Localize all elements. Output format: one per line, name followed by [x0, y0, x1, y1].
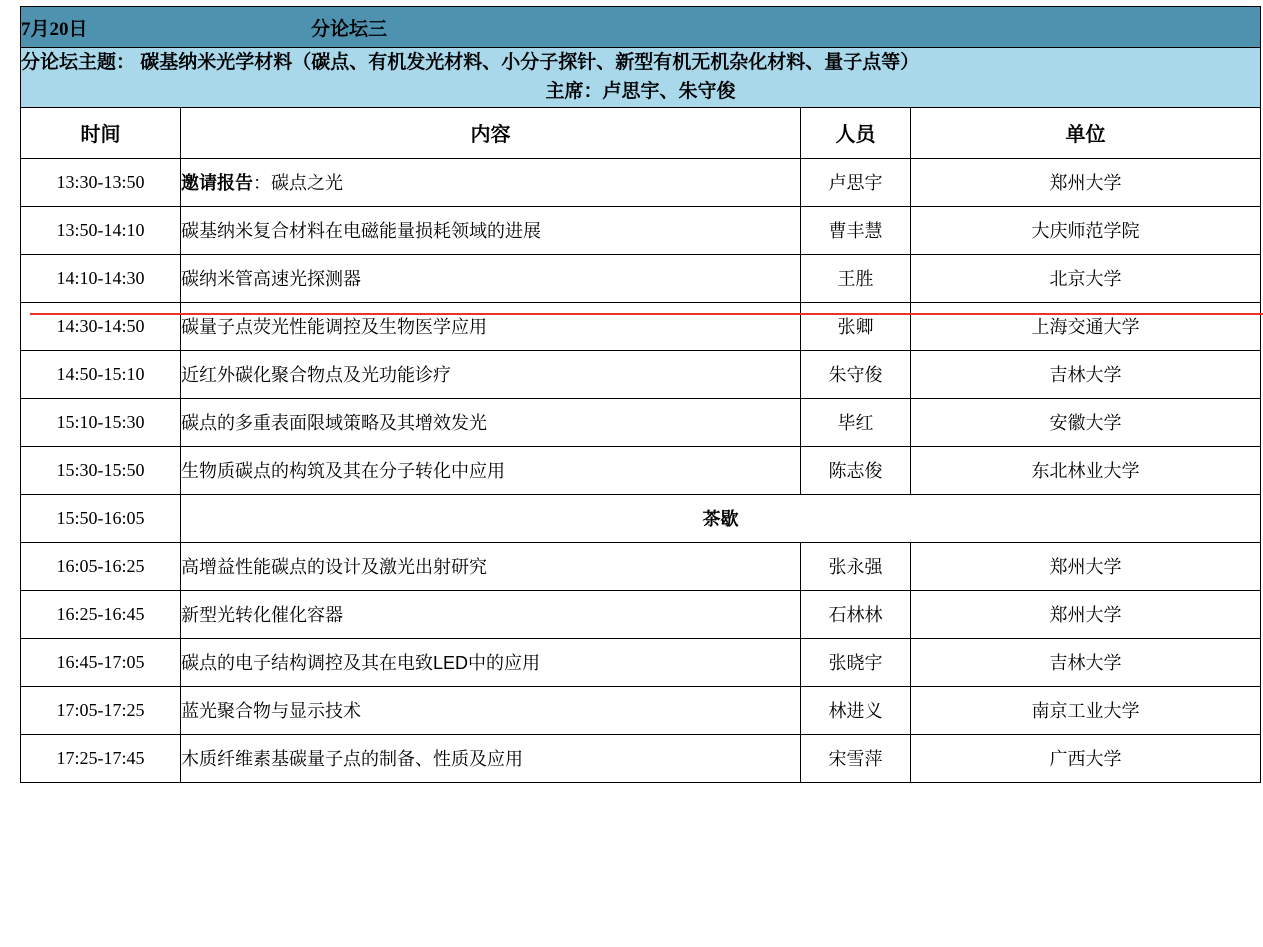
row-time: 14:30-14:50 [21, 302, 181, 350]
column-header-time: 时间 [21, 107, 181, 158]
table-row [21, 734, 1261, 782]
column-header-person: 人员 [801, 107, 911, 158]
row-person: 张卿 [801, 302, 911, 350]
theme-cell [21, 48, 1261, 108]
row-person: 宋雪萍 [801, 734, 911, 782]
row-org: 安徽大学 [911, 398, 1261, 446]
red-underline-marker [30, 313, 1263, 315]
date-header-row [21, 7, 1261, 48]
row-org: 吉林大学 [911, 638, 1261, 686]
row-time: 17:05-17:25 [21, 686, 181, 734]
break-time: 15:50-16:05 [21, 494, 181, 542]
chair-line: 主席：卢思宇、朱守俊 [545, 81, 736, 103]
column-header-org: 单位 [911, 107, 1261, 158]
row-topic: 碳量子点荧光性能调控及生物医学应用 [181, 302, 801, 350]
row-org: 东北林业大学 [911, 446, 1261, 494]
theme-label: 分论坛主题： [21, 52, 136, 73]
row-time: 13:30-13:50 [21, 158, 181, 206]
row-time: 17:25-17:45 [21, 734, 181, 782]
row-topic: 木质纤维素基碳量子点的制备、性质及应用 [181, 734, 801, 782]
row-org: 郑州大学 [911, 590, 1261, 638]
row-topic-prefix: 邀请报告 [181, 173, 253, 194]
row-topic: 生物质碳点的构筑及其在分子转化中应用 [181, 446, 801, 494]
row-time: 14:50-15:10 [21, 350, 181, 398]
row-org: 大庆师范学院 [911, 206, 1261, 254]
row-topic: 蓝光聚合物与显示技术 [181, 686, 801, 734]
row-org: 吉林大学 [911, 350, 1261, 398]
theme-row [21, 48, 1261, 108]
date-header-cell [21, 7, 1261, 48]
row-time: 16:25-16:45 [21, 590, 181, 638]
table-row [21, 206, 1261, 254]
row-time: 15:30-15:50 [21, 446, 181, 494]
row-topic: 碳纳米管高速光探测器 [181, 254, 801, 302]
column-header-row [21, 107, 1261, 158]
row-person: 朱守俊 [801, 350, 911, 398]
table-row [21, 446, 1261, 494]
row-topic: 碳基纳米复合材料在电磁能量损耗领域的进展 [181, 206, 801, 254]
row-person: 林进义 [801, 686, 911, 734]
row-topic: 新型光转化催化容器 [181, 590, 801, 638]
break-row [21, 494, 1261, 542]
column-header-topic: 内容 [181, 107, 801, 158]
row-time: 16:45-17:05 [21, 638, 181, 686]
row-topic: 碳点的多重表面限域策略及其增效发光 [181, 398, 801, 446]
table-row [21, 158, 1261, 206]
theme-text: 碳基纳米光学材料（碳点、有机发光材料、小分子探针、新型有机无机杂化材料、量子点等） [140, 52, 920, 73]
row-person: 王胜 [801, 254, 911, 302]
break-label: 茶歇 [181, 494, 1261, 542]
row-time: 16:05-16:25 [21, 542, 181, 590]
row-org: 广西大学 [911, 734, 1261, 782]
row-person: 陈志俊 [801, 446, 911, 494]
row-org: 南京工业大学 [911, 686, 1261, 734]
row-topic: 碳点的电子结构调控及其在电致LED中的应用 [181, 638, 801, 686]
row-person: 毕红 [801, 398, 911, 446]
row-org: 北京大学 [911, 254, 1261, 302]
row-topic [181, 158, 801, 206]
row-org: 上海交通大学 [911, 302, 1261, 350]
row-person: 石林林 [801, 590, 911, 638]
theme-line [21, 48, 1260, 77]
row-time: 15:10-15:30 [21, 398, 181, 446]
table-row [21, 302, 1261, 350]
row-person: 张晓宇 [801, 638, 911, 686]
row-topic: 近红外碳化聚合物点及光功能诊疗 [181, 350, 801, 398]
row-topic-text: ：碳点之光 [253, 173, 343, 194]
row-org: 郑州大学 [911, 158, 1261, 206]
table-row [21, 686, 1261, 734]
table-row [21, 542, 1261, 590]
row-topic: 高增益性能碳点的设计及激光出射研究 [181, 542, 801, 590]
row-person: 卢思宇 [801, 158, 911, 206]
table-row [21, 398, 1261, 446]
table-row [21, 590, 1261, 638]
date-label: 7月20日 [21, 18, 88, 40]
row-person: 张永强 [801, 542, 911, 590]
schedule-table [20, 6, 1261, 783]
row-time: 13:50-14:10 [21, 206, 181, 254]
table-row [21, 254, 1261, 302]
table-row [21, 638, 1261, 686]
row-org: 郑州大学 [911, 542, 1261, 590]
row-time: 14:10-14:30 [21, 254, 181, 302]
table-row [21, 350, 1261, 398]
forum-label: 分论坛三 [311, 18, 388, 40]
row-person: 曹丰慧 [801, 206, 911, 254]
